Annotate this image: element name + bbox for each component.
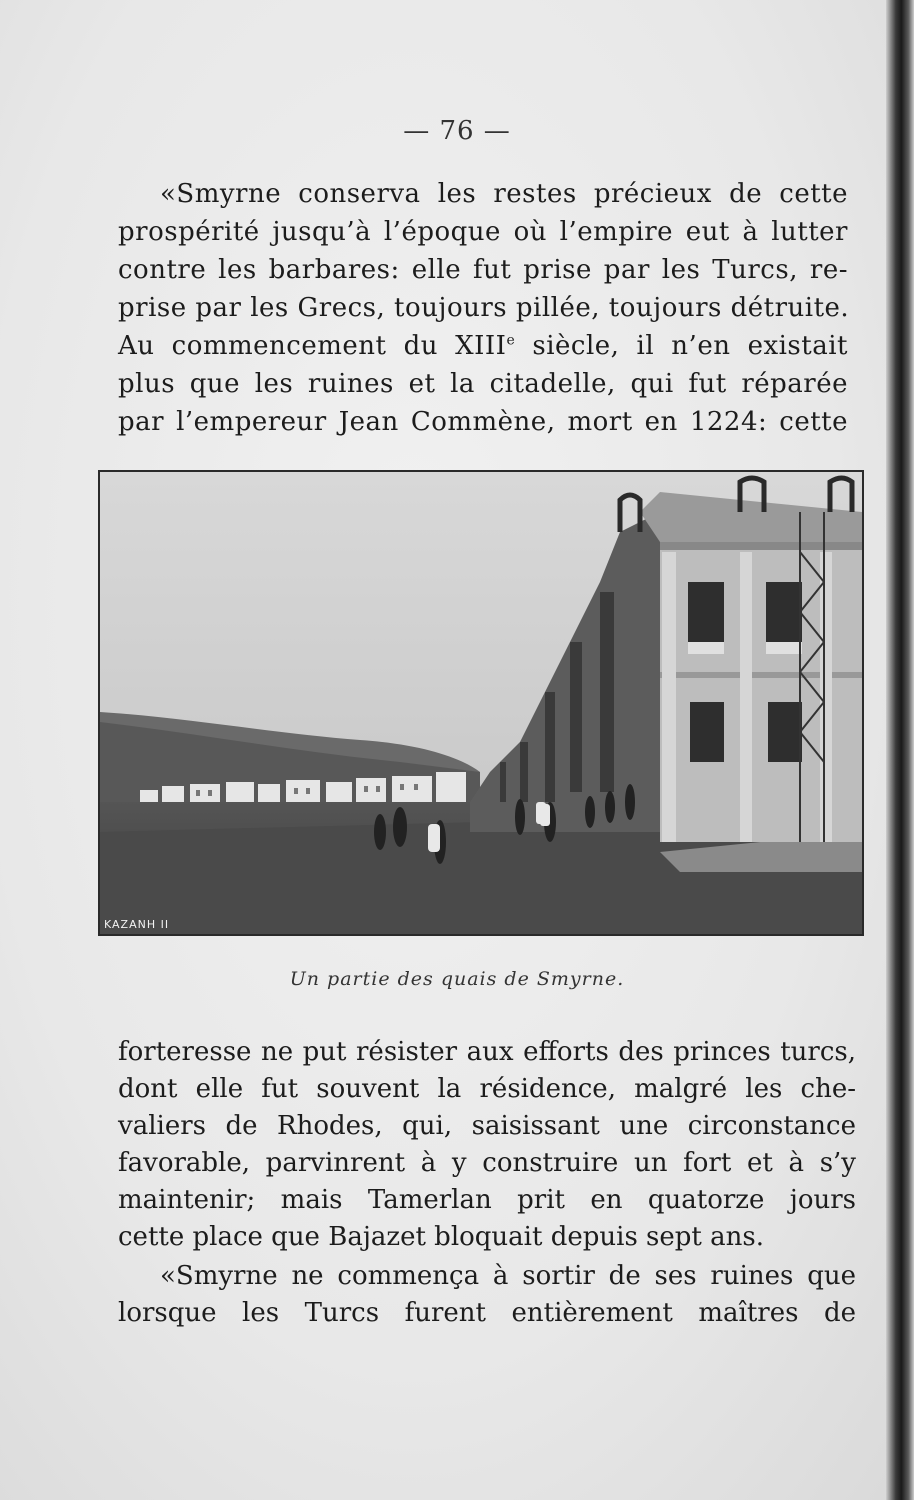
- page-number: — 76 —: [403, 116, 511, 146]
- superscript: e: [506, 332, 516, 349]
- paragraph-3: [118, 1258, 856, 1332]
- text-line: maintenir; mais Tamerlan prit en quatorze jours: [118, 1185, 856, 1215]
- text-line: favorable, parvinrent à y construire un fort et à s’y: [118, 1148, 856, 1178]
- text-fragment: Au commencement du XIII: [118, 331, 507, 361]
- text-line: dont elle fut souvent la résidence, malgré les che-: [118, 1074, 856, 1104]
- text-line: «Smyrne ne commença à sortir de ses ruines que: [160, 1261, 856, 1291]
- text-line: forteresse ne put résister aux efforts des princes turcs,: [118, 1037, 856, 1067]
- text-fragment: siècle, il n’en existait: [515, 331, 848, 361]
- text-line: «Smyrne conserva les restes précieux de cette: [160, 179, 848, 209]
- text-line: [118, 327, 848, 365]
- paragraph-2: [118, 1034, 856, 1256]
- text-line: prospérité jusqu’à l’époque où l’empire eut à lutter: [118, 217, 848, 247]
- text-line: contre les barbares: elle fut prise par les Turcs, re-: [118, 255, 848, 285]
- photo-illustration: [98, 470, 864, 936]
- text-line: valiers de Rhodes, qui, saisissant une circonstance: [118, 1111, 856, 1141]
- text-line: par l’empereur Jean Commène, mort en 1224: cette: [118, 407, 848, 437]
- paragraph-1: [118, 175, 848, 441]
- text-line: prise par les Grecs, toujours pillée, toujours détruite.: [118, 293, 850, 323]
- text-line: cette place que Bajazet bloquait depuis sept ans.: [118, 1222, 764, 1252]
- quay-photo-drawing: [100, 472, 862, 934]
- text-line: lorsque les Turcs furent entièrement maîtres de: [118, 1298, 856, 1328]
- book-gutter: [886, 0, 914, 1500]
- photo-caption: Un partie des quais de Smyrne.: [289, 968, 625, 990]
- text-line: plus que les ruines et la citadelle, qui fut réparée: [118, 369, 848, 399]
- photographer-signature: KAZANH ΙΙ: [104, 918, 170, 931]
